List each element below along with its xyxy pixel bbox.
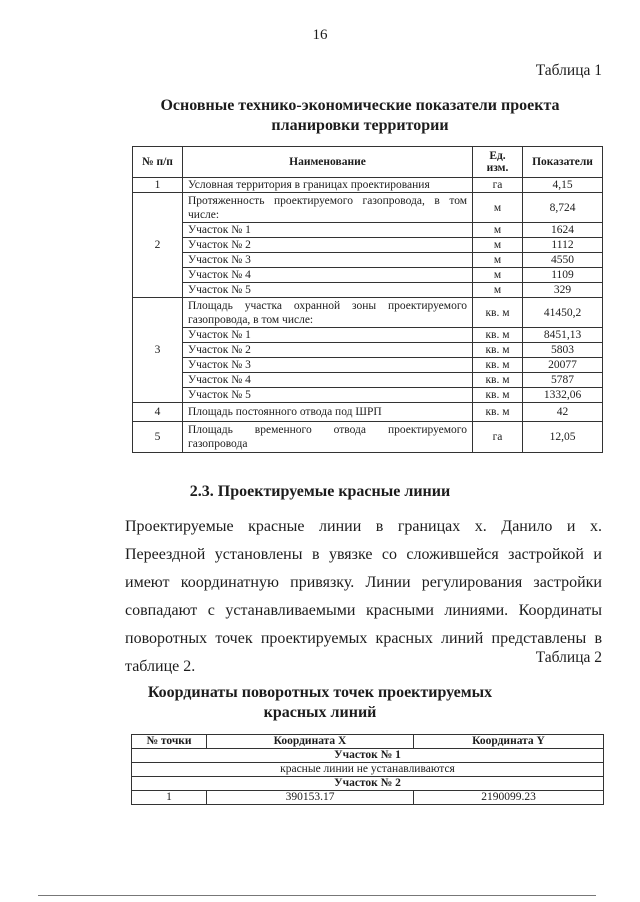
row-value: 1332,06 — [523, 388, 603, 403]
table-row — [132, 749, 604, 763]
row-name: Участок № 3 — [183, 253, 473, 268]
row-value: 12,05 — [523, 422, 603, 453]
row-unit: кв. м — [473, 403, 523, 422]
row-name: Площадь временного отвода проектируемого газопровода — [183, 422, 473, 453]
row-value: 1109 — [523, 268, 603, 283]
row-name: Участок № 5 — [183, 283, 473, 298]
row-value: 5803 — [523, 343, 603, 358]
row-unit: га — [473, 178, 523, 193]
header-name: Наименование — [183, 147, 473, 178]
row-name: Участок № 4 — [183, 373, 473, 388]
coord-x: 390153.17 — [207, 791, 414, 805]
row-num: 1 — [133, 178, 183, 193]
row-unit: кв. м — [473, 358, 523, 373]
row-name: Участок № 5 — [183, 388, 473, 403]
table-row — [133, 358, 603, 373]
table-row — [133, 223, 603, 238]
table-header-row — [132, 735, 604, 749]
row-value: 42 — [523, 403, 603, 422]
row-name: Протяженность проектируемого газопровода, в том числе: — [183, 193, 473, 223]
row-num: 5 — [133, 422, 183, 453]
row-unit: м — [473, 223, 523, 238]
table-row — [132, 791, 604, 805]
table2-title-line2: красных линий — [263, 704, 377, 721]
indicators-table — [132, 146, 603, 453]
table-row — [132, 777, 604, 791]
table-header-row — [133, 147, 603, 178]
table1-title — [120, 96, 600, 136]
row-value: 1112 — [523, 238, 603, 253]
note-row: красные линии не устанавливаются — [132, 763, 604, 777]
header-coord-y: Координата Y — [414, 735, 604, 749]
row-name: Площадь постоянного отвода под ШРП — [183, 403, 473, 422]
table2-title — [80, 683, 560, 723]
row-unit: кв. м — [473, 343, 523, 358]
coordinates-table — [131, 734, 604, 805]
section-row: Участок № 1 — [132, 749, 604, 763]
row-unit: кв. м — [473, 388, 523, 403]
row-value: 20077 — [523, 358, 603, 373]
table-row — [133, 298, 603, 328]
header-point-num: № точки — [132, 735, 207, 749]
row-unit: м — [473, 268, 523, 283]
row-num: 3 — [133, 298, 183, 403]
row-unit: м — [473, 193, 523, 223]
coord-y: 2190099.23 — [414, 791, 604, 805]
row-unit: кв. м — [473, 373, 523, 388]
point-num: 1 — [132, 791, 207, 805]
table-row — [132, 763, 604, 777]
header-num: № п/п — [133, 147, 183, 178]
table-row — [133, 373, 603, 388]
row-name: Участок № 4 — [183, 268, 473, 283]
section-row: Участок № 2 — [132, 777, 604, 791]
table2-title-line1: Координаты поворотных точек проектируемых — [147, 684, 493, 701]
row-value: 4550 — [523, 253, 603, 268]
row-name: Участок № 2 — [183, 238, 473, 253]
row-value: 4,15 — [523, 178, 603, 193]
row-name: Площадь участка охранной зоны проектируемого газопровода, в том числе: — [183, 298, 473, 328]
row-unit: кв. м — [473, 298, 523, 328]
table-row — [133, 178, 603, 193]
section-paragraph: Проектируемые красные линии в границах х. Данило и х. Переездной установлены в увязке со сложившейся застройкой и имеют координатную привязку. Линии регулирования застройки совпадают с устанавливаемыми красными линиями. Координаты поворотных точек проектируемых красных линий представлены в таблице 2. — [125, 518, 602, 675]
row-num: 2 — [133, 193, 183, 298]
row-unit: га — [473, 422, 523, 453]
row-value: 329 — [523, 283, 603, 298]
row-name: Участок № 2 — [183, 343, 473, 358]
row-value: 8,724 — [523, 193, 603, 223]
table-row — [133, 328, 603, 343]
table-row — [133, 268, 603, 283]
row-name: Участок № 1 — [183, 223, 473, 238]
table-row — [133, 422, 603, 453]
row-value: 8451,13 — [523, 328, 603, 343]
row-unit: кв. м — [473, 328, 523, 343]
row-name: Участок № 3 — [183, 358, 473, 373]
table1-title-line2: планировки территории — [271, 117, 449, 134]
row-unit: м — [473, 283, 523, 298]
row-name: Условная территория в границах проектирования — [183, 178, 473, 193]
page-bottom-line — [38, 895, 596, 896]
table-row — [133, 388, 603, 403]
table2-label: Таблица 2 — [535, 649, 602, 666]
page-number: 16 — [312, 27, 328, 43]
table-row — [133, 253, 603, 268]
table-row — [133, 403, 603, 422]
table-row — [133, 343, 603, 358]
row-value: 41450,2 — [523, 298, 603, 328]
table1-label: Таблица 1 — [535, 62, 602, 79]
row-unit: м — [473, 253, 523, 268]
header-unit: Ед. изм. — [473, 147, 523, 178]
row-name: Участок № 1 — [183, 328, 473, 343]
header-coord-x: Координата X — [207, 735, 414, 749]
table-row — [133, 193, 603, 223]
table-row — [133, 238, 603, 253]
table-row — [133, 283, 603, 298]
row-value: 1624 — [523, 223, 603, 238]
header-value: Показатели — [523, 147, 603, 178]
row-unit: м — [473, 238, 523, 253]
row-num: 4 — [133, 403, 183, 422]
section-title: 2.3. Проектируемые красные линии — [189, 483, 451, 500]
row-value: 5787 — [523, 373, 603, 388]
table1-title-line1: Основные технико-экономические показатели проекта — [160, 97, 560, 114]
